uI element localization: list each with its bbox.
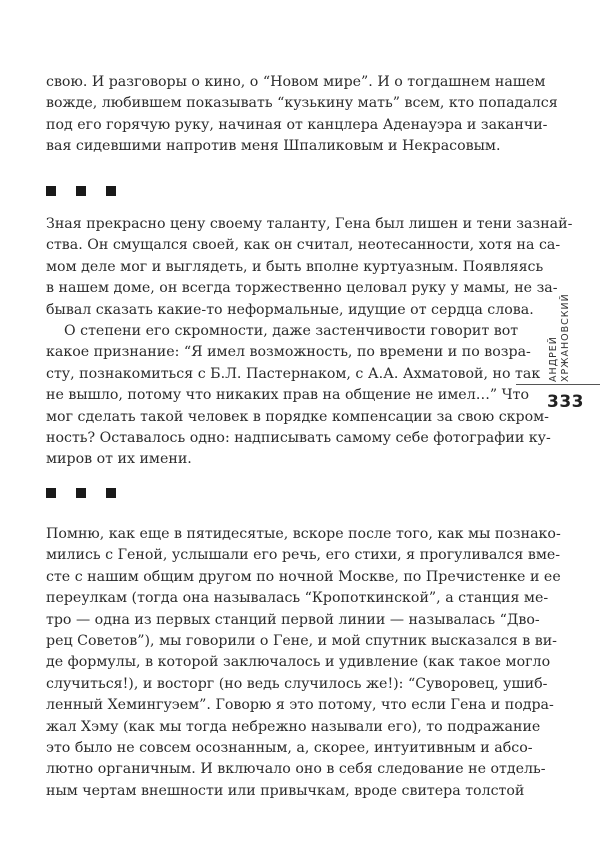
text-line: ства. Он смущался своей, как он считал, неотесанности, хотя на са- [46,237,561,254]
separator-square-icon [106,186,116,196]
text-line: под его горячую руку, начиная от канцлера Аденауэра и заканчи- [46,116,548,133]
section-separator [46,488,146,502]
text-line: мились с Геной, услышали его речь, его стихи, я прогуливался вме- [46,547,561,564]
text-line: Помню, как еще в пятидесятые, вскоре после того, как мы познако- [46,526,561,542]
margin-divider [516,384,600,385]
text-line: рец Советов”), мы говорили о Гене, и мой спутник высказался в ви- [46,632,557,649]
text-line: миров от их имени. [46,451,192,468]
text-line: мог сделать такой человек в порядке компенсации за свою скром- [46,408,549,425]
separator-square-icon [76,488,86,498]
text-line: де формулы, в которой заключалось и удивление (как такое могло [46,654,551,671]
text-line: лютно органичным. И включало оно в себя следование не отдель- [46,761,546,778]
page-number: 333 [547,392,584,412]
text-line: в нашем доме, он всегда торжественно целовал руку у мамы, не за- [46,280,558,297]
text-line: не вышло, потому что никаких прав на общение не имел…” Что [46,387,530,404]
text-line: переулкам (тогда она называлась “Кропоткинской”, а станция ме- [46,590,549,607]
text-line: О степени его скромности, даже застенчивости говорит вот [64,322,519,339]
text-line: сту, познакомиться с Б.Л. Пастернаком, с А.А. Ахматовой, но так [46,365,541,382]
section-separator [46,186,146,200]
paragraph-hemingway [46,524,561,802]
text-line: ленный Хемингуэем”. Говорю я это потому, что если Гена и подра- [46,697,554,714]
text-line: жал Хэму (как мы тогда небрежно называли его), то подражание [46,718,541,735]
text-line: мом деле мог и выглядеть, и быть вполне куртуазным. Появляясь [46,258,544,275]
text-line: случиться!), и восторг (но ведь случилось же!): “Суворовец, ушиб- [46,675,548,692]
text-line: какое признание: “Я имел возможность, по времени и по возра- [46,344,531,361]
text-line: ность? Оставалось одно: надписывать самому себе фотографии ку- [46,429,551,446]
author-last-name: ХРЖАНОВСКИЙ [560,293,571,382]
author-first-name: АНДРЕЙ [548,336,559,382]
text-line: тро — одна из первых станций первой линии — называлась “Дво- [46,611,540,628]
separator-square-icon [46,488,56,498]
running-header-author [548,282,598,382]
separator-square-icon [46,186,56,196]
separator-square-icon [76,186,86,196]
text-line: ным чертам внешности или привычкам, вроде свитера толстой [46,782,525,799]
text-line: вожде, любившем показывать “кузькину мать” всем, кто попадался [46,95,558,112]
paragraph-kino [46,72,558,158]
separator-square-icon [106,488,116,498]
text-line: Зная прекрасно цену своему таланту, Гена был лишен и тени зазнай- [46,216,573,232]
author-name [548,282,572,382]
text-line: вая сидевшими напротив меня Шпаликовым и Некрасовым. [46,138,501,155]
text-line: свою. И разговоры о кино, о “Новом мире”. И о тогдашнем нашем [46,74,546,90]
text-line: это было не совсем осознанным, а, скорее, интуитивным и абсо- [46,739,533,756]
text-line: сте с нашим общим другом по ночной Москве, по Пречистенке и ее [46,568,561,585]
text-line: бывал сказать какие-то неформальные, идущие от сердца слова. [46,301,534,318]
